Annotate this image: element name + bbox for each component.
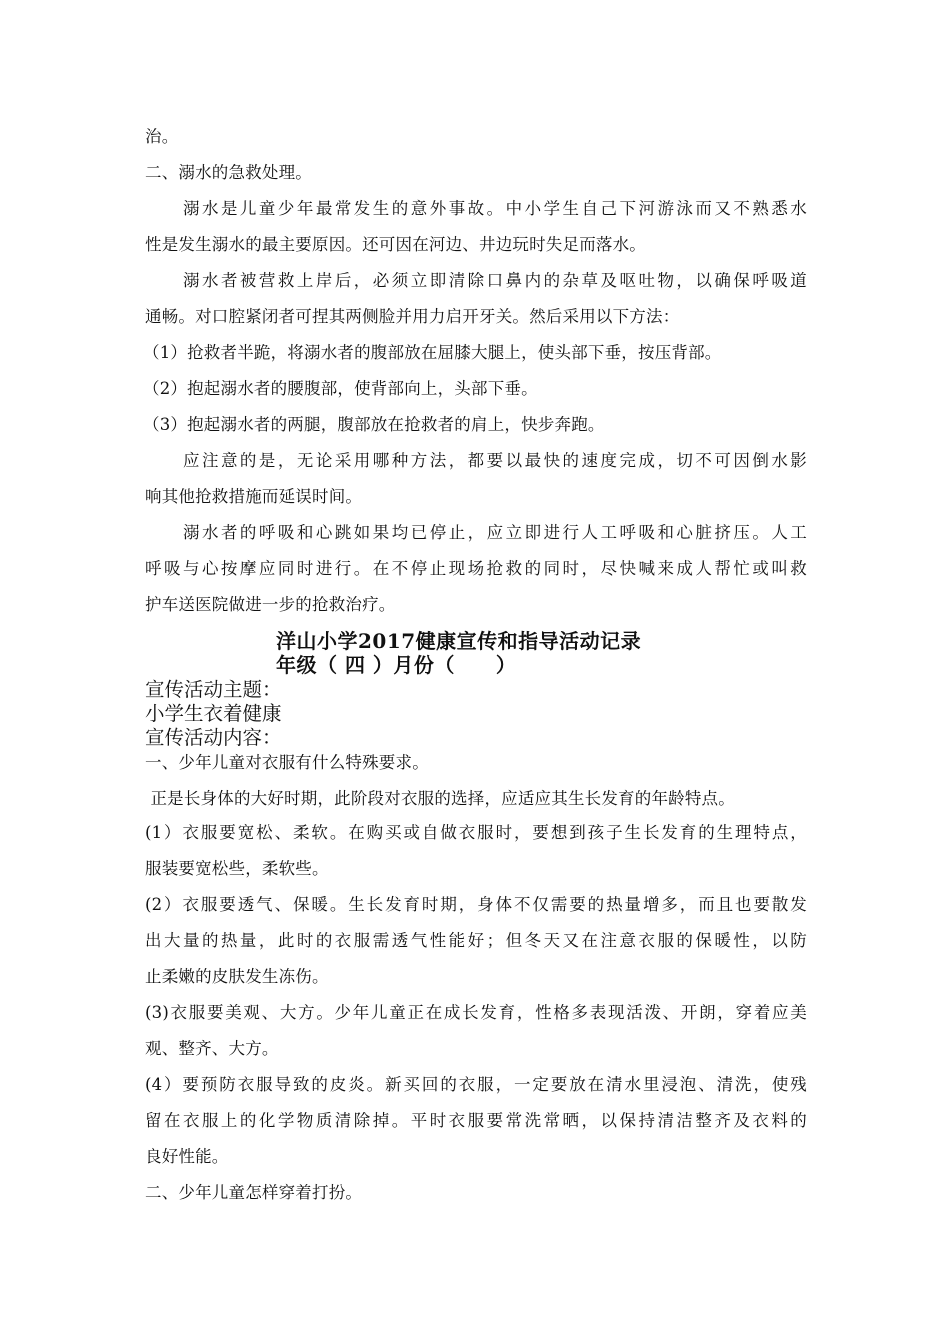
paragraph-line: 良好性能。	[145, 1147, 229, 1166]
section-heading: 一、少年儿童对衣服有什么特殊要求。	[145, 753, 429, 772]
paragraph-line: 治。	[145, 127, 179, 146]
list-item: (2）衣服要透气、保暖。生长发育时期，身体不仅需要的热量增多，而且也要散发	[145, 895, 807, 914]
list-item: (3)衣服要美观、大方。少年儿童正在成长发育，性格多表现活泼、开朗，穿着应美	[145, 1003, 807, 1022]
list-item: （1）抢救者半跪，将溺水者的腹部放在屈膝大腿上，使头部下垂，按压背部。	[143, 343, 722, 362]
list-item: （3）抱起溺水者的两腿，腹部放在抢救者的肩上，快步奔跑。	[143, 415, 605, 434]
paragraph-line: 溺水者被营救上岸后，必须立即清除口鼻内的杂草及呕吐物，以确保呼吸道	[183, 271, 807, 290]
list-item: (4）要预防衣服导致的皮炎。新买回的衣服，一定要放在清水里浸泡、清洗，使残	[145, 1075, 807, 1094]
paragraph-line: 护车送医院做进一步的抢救治疗。	[145, 595, 396, 614]
paragraph-line: 呼吸与心按摩应同时进行。在不停止现场抢救的同时，尽快喊来成人帮忙或叫救	[145, 559, 807, 578]
paragraph-line: 响其他抢救措施而延误时间。	[145, 487, 363, 506]
section-heading: 二、溺水的急救处理。	[145, 163, 312, 182]
paragraph-line: 留在衣服上的化学物质清除掉。平时衣服要常洗常晒，以保持清洁整齐及衣料的	[145, 1111, 807, 1130]
list-item: （2）抱起溺水者的腰腹部，使背部向上，头部下垂。	[143, 379, 538, 398]
paragraph-line: 正是长身体的大好时期，此阶段对衣服的选择，应适应其生长发育的年龄特点。	[145, 789, 735, 808]
theme-label: 宣传活动主题：	[145, 678, 282, 701]
paragraph-line: 观、整齐、大方。	[145, 1039, 279, 1058]
paragraph-line: 性是发生溺水的最主要原因。还可因在河边、井边玩时失足而落水。	[145, 235, 646, 254]
paragraph-line: 溺水者的呼吸和心跳如果均已停止，应立即进行人工呼吸和心脏挤压。人工	[183, 523, 807, 542]
record-title: 洋山小学2017健康宣传和指导活动记录	[276, 629, 642, 653]
paragraph-line: 服装要宽松些，柔软些。	[145, 859, 329, 878]
content-label: 宣传活动内容：	[145, 726, 282, 749]
paragraph-line: 溺水是儿童少年最常发生的意外事故。中小学生自己下河游泳而又不熟悉水	[183, 199, 807, 218]
paragraph-line: 止柔嫩的皮肤发生冻伤。	[145, 967, 329, 986]
paragraph-line: 应注意的是，无论采用哪种方法，都要以最快的速度完成，切不可因倒水影	[183, 451, 807, 470]
record-subtitle: 年级（ 四 ）月份（ ）	[276, 653, 517, 677]
section-heading: 二、少年儿童怎样穿着打扮。	[145, 1183, 363, 1202]
theme-value: 小学生衣着健康	[145, 702, 282, 725]
paragraph-line: 通畅。对口腔紧闭者可捏其两侧脸并用力启开牙关。然后采用以下方法：	[145, 307, 680, 326]
paragraph-line: 出大量的热量，此时的衣服需透气性能好；但冬天又在注意衣服的保暖性，以防	[145, 931, 807, 950]
list-item: (1）衣服要宽松、柔软。在购买或自做衣服时，要想到孩子生长发育的生理特点，	[145, 823, 807, 842]
